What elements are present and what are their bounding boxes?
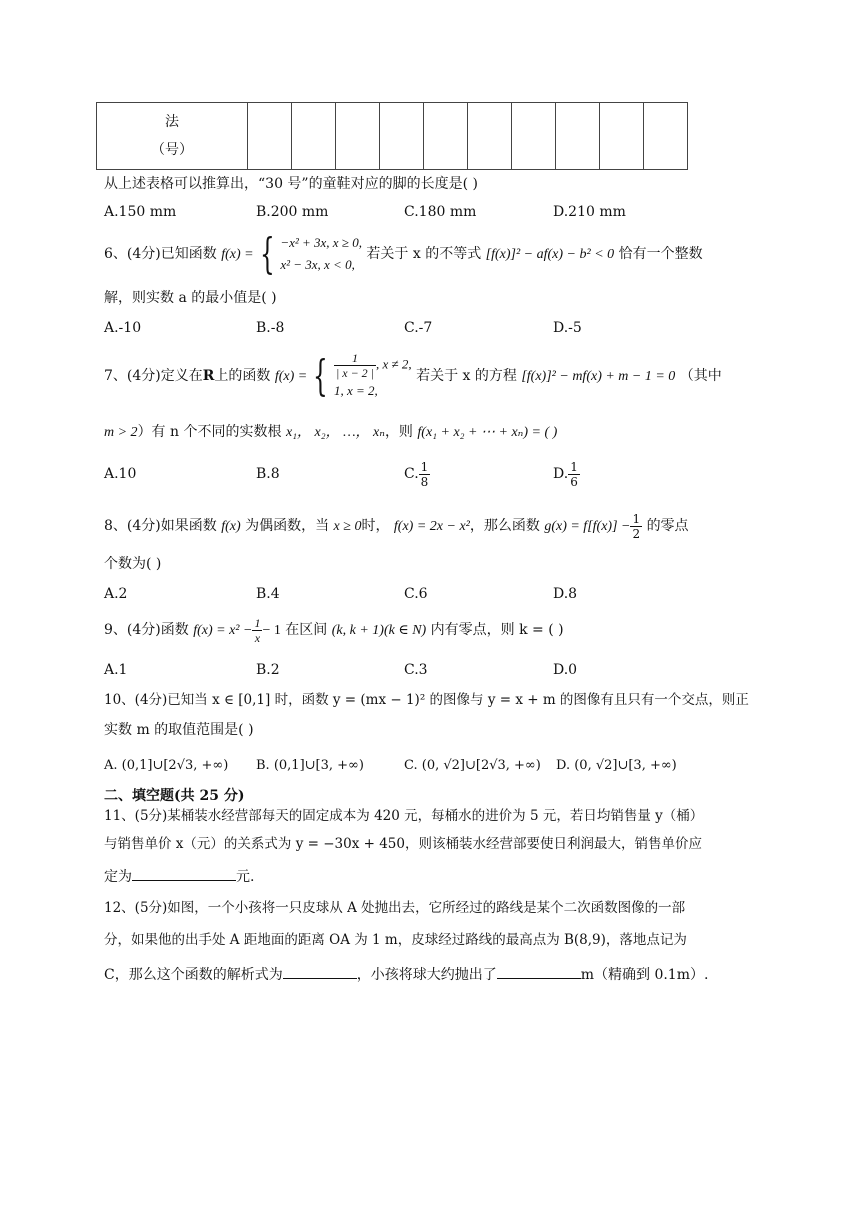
q12-line3-c: m（精确到 0.1m）. [580,967,709,983]
q11-line2: 与销售单价 x（元）的关系式为 y = −30x + 450，则该桶装水经营部要使日利润最大，销售单价应 [104,836,702,852]
table-cell [512,103,556,170]
q7-cases [334,351,412,402]
q10-option-b: B. (0,1]∪[3, +∞) [256,758,364,773]
q6-option-d: D.-5 [553,320,582,336]
q7-fx: f(x) = [274,369,308,384]
q7-stem [104,350,722,403]
q7-frac-num: 1 [334,351,376,366]
table-cell [336,103,380,170]
q8-line2: 个数为( ) [104,556,162,572]
q12-answer-blank-2[interactable] [497,964,581,979]
q7-case1-tail: , x ≠ 2, [375,355,412,371]
q8-condition: x ≥ 0 [333,519,362,534]
q11-answer-blank[interactable] [132,866,236,881]
table-cell [248,103,292,170]
q9-tail: − 1 [262,623,281,638]
q8-option-b: B.4 [256,586,280,602]
q8-fx: f(x) [221,519,241,534]
q8-stem [104,508,689,545]
q6-fx: f(x) = [221,247,254,262]
section-title: 二、填空题(共 25 分) [104,788,245,804]
q7-roots: x₁， x₂， …， xₙ [285,425,385,440]
q10-option-c: C. (0, √2]∪[2√3, +∞) [404,758,541,773]
q8-mid3: ，那么函数 [469,518,540,534]
q9-fraction [252,616,262,645]
table-cell [644,103,688,170]
q11-line3 [104,866,254,887]
q6-suffix: 恰有一个整数 [618,246,703,262]
q7-option-c-label: C. [404,466,419,482]
q7-expression: f(x₁ + x₂ + ⋯ + xₙ) = ( ) [417,425,558,440]
q6-brace: { [259,229,275,278]
q5-option-b: B.200 mm [256,204,329,220]
q9-mid: 在区间 [285,622,328,638]
table-cell [556,103,600,170]
q7-line2-b: ）有 n 个不同的实数根 [137,424,282,440]
q6-stem [104,229,703,278]
q6-option-a: A.-10 [104,320,142,336]
q9-stem [104,612,564,649]
q7-equation: [f(x)]² − mf(x) + m − 1 = 0 [521,369,676,384]
q12-line3-a: C，那么这个函数的解析式为 [104,967,283,983]
q6-option-c: C.-7 [404,320,433,336]
q9-prefix: 9、(4分)函数 [104,622,189,638]
q5-option-d: D.210 mm [553,204,626,220]
q7-case1 [334,351,412,380]
q12-line2: 分，如果他的出手处 A 距地面的距离 OA 为 1 m，皮球经过路线的最高点为 B(8,9)，落地点记为 [104,932,687,948]
q6-case2: x² − 3x, x < 0, [280,257,355,272]
q7-after-r: 上的函数 [214,368,271,384]
q6-prefix: 6、(4分)已知函数 [104,246,217,262]
q11-line3-a: 定为 [104,869,132,885]
q7-real-set: R [202,368,215,384]
q6-line2: 解，则实数 a 的最小值是( ) [104,290,277,306]
table-row [97,103,688,170]
q9-option-c: C.3 [404,662,428,678]
q9-suffix: 内有零点，则 k = ( ) [430,622,564,638]
q8-half-den: 2 [632,526,641,541]
table-row-header [97,103,248,170]
q5-option-a: A.150 mm [104,204,177,220]
q7-brace: { [313,351,328,400]
q8-half-num: 1 [632,511,641,526]
q7-line2-c: ，则 [384,424,413,440]
q7-middle: 若关于 x 的方程 [416,368,517,384]
q10-option-a: A. (0,1]∪[2√3, +∞) [104,758,229,773]
shoe-size-table [96,102,688,170]
q7-option-c-num: 1 [420,459,429,474]
q7-case1-fraction [334,351,376,380]
q6-case1: −x² + 3x, x ≥ 0, [280,235,362,250]
q6-inequality: [f(x)]² − af(x) − b² < 0 [485,247,615,262]
table-header-line2: （号） [151,142,193,158]
q7-option-a: A.10 [104,466,137,482]
table-cell [380,103,424,170]
q8-prefix: 8、(4分)如果函数 [104,518,217,534]
q8-option-a: A.2 [104,586,128,602]
q10-option-d: D. (0, √2]∪[3, +∞) [556,758,677,773]
q12-line1: 12、(5分)如图，一个小孩将一只皮球从 A 处抛出去，它所经过的路线是某个二次函数图像的一部 [104,900,686,916]
q8-mid1: 为偶函数，当 [245,518,330,534]
q8-definition: f(x) = 2x − x² [393,519,470,534]
q7-option-d [553,456,580,492]
q9-option-d: D.0 [553,662,578,678]
q9-option-b: B.2 [256,662,280,678]
q7-frac-den: | x − 2 | [335,365,374,380]
q7-condition: m > 2 [104,425,138,440]
q7-option-c [404,456,430,492]
q9-interval: (k, k + 1)(k ∈ N) [331,623,427,638]
q7-prefix: 7、(4分)定义在 [104,368,203,384]
q12-line3 [104,964,708,985]
table-cell [468,103,512,170]
q9-frac-num: 1 [254,615,261,630]
table-cell [292,103,336,170]
q7-option-c-fraction [419,460,431,489]
q7-option-b: B.8 [256,466,280,482]
q11-line3-b: 元. [236,869,255,885]
q6-middle: 若关于 x 的不等式 [366,246,482,262]
table-cell [424,103,468,170]
q8-option-d: D.8 [553,586,578,602]
q8-option-c: C.6 [404,586,428,602]
q9-frac-den: x [254,630,261,645]
q8-g: g(x) = f[f(x)] − [544,519,631,534]
table-cell [600,103,644,170]
q12-line3-b: ，小孩将球大约抛出了 [356,967,497,983]
q8-half [630,512,642,541]
q8-suffix: 的零点 [646,518,689,534]
q6-cases [280,232,362,276]
table-header-line1: 法 [165,114,179,130]
q6-option-b: B.-8 [256,320,285,336]
q10-line1: 10、(4分)已知当 x ∈ [0,1] 时，函数 y = (mx − 1)² 的图像与 y = x + m 的图像有且只有一个交点，则正 [104,692,749,708]
q7-line2 [104,422,557,443]
q7-case2: 1, x = 2, [333,382,378,398]
q10-line2: 实数 m 的取值范围是( ) [104,722,254,738]
q7-option-c-den: 8 [420,474,429,489]
q7-suffix: （其中 [679,368,722,384]
q9-fx: f(x) = x² − [193,623,253,638]
q12-answer-blank-1[interactable] [283,964,357,979]
q7-option-d-label: D. [553,466,569,482]
q7-option-d-num: 1 [570,459,578,474]
q8-mid2: 时， [361,518,390,534]
q11-line1: 11、(5分)某桶装水经营部每天的固定成本为 420 元，每桶水的进价为 5 元，若日均销售量 y（桶） [104,808,704,824]
q5-stem: 从上述表格可以推算出，“30 号”的童鞋对应的脚的长度是( ) [104,176,478,192]
q5-option-c: C.180 mm [404,204,477,220]
q7-option-d-den: 6 [570,474,578,489]
q9-option-a: A.1 [104,662,128,678]
q7-option-d-fraction [568,460,580,489]
